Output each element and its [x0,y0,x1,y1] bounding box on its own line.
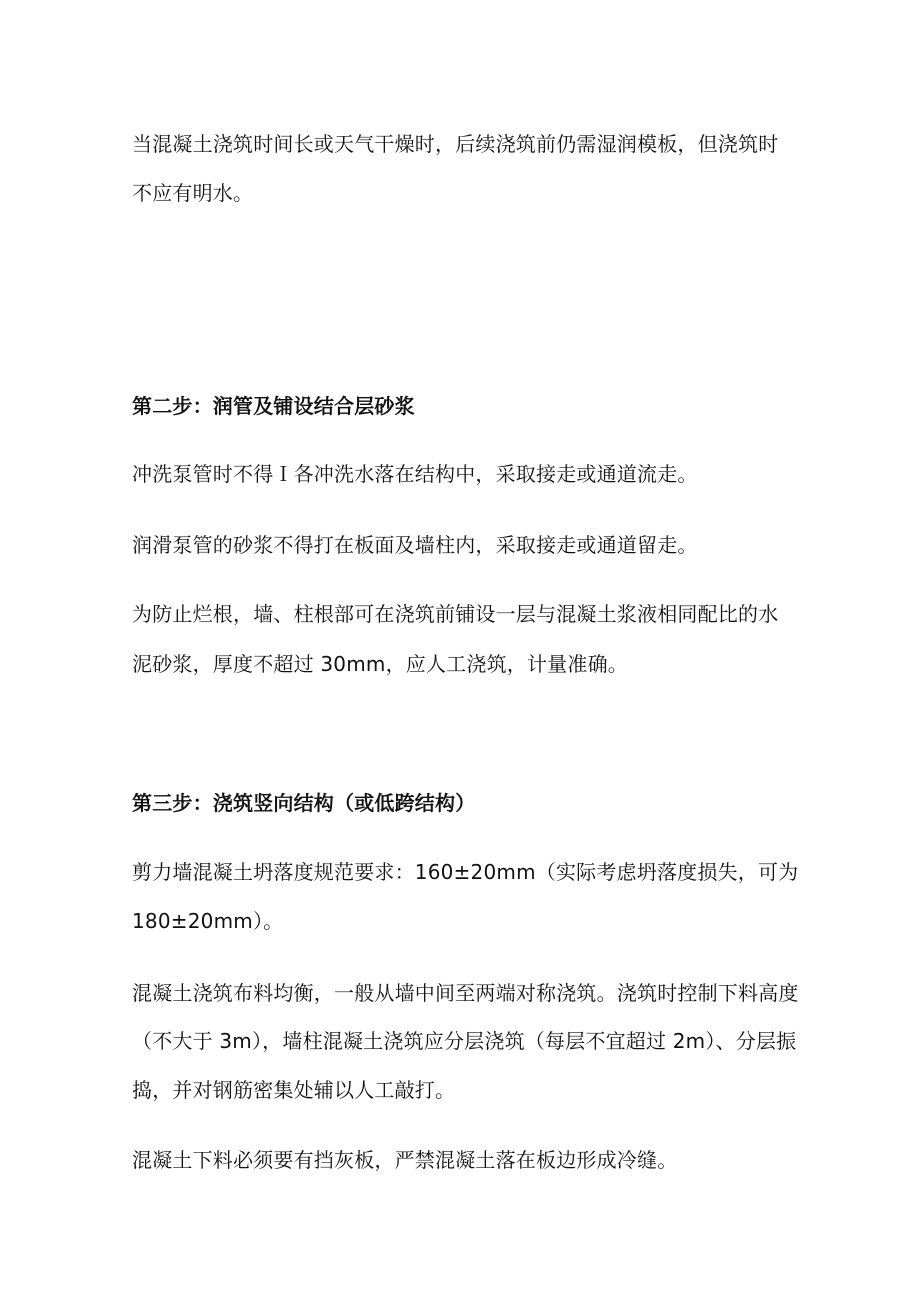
paragraph-1-line-1: 当混凝土浇筑时间长或天气干燥时，后续浇筑前仍需湿润模板，但浇筑时 [132,132,779,156]
paragraph-3-line-1: 冲洗泵管时不得Ｉ各冲洗水落在结构中，采取接走或通道流走。 [132,462,698,486]
paragraph-7-line-2: 180±20mm）。 [132,909,284,933]
paragraph-4-line-1: 润滑泵管的砂浆不得打在板面及墙柱内，采取接走或通道留走。 [132,533,698,557]
paragraph-8-line-2: （不大于 3m），墙柱混凝土浇筑应分层浇筑（每层不宜超过 2m）、分层振 [132,1029,797,1053]
section-heading-step-3: 第三步：浇筑竖向结构（或低跨结构） [132,791,476,815]
paragraph-7-line-1: 剪力墙混凝土坍落度规范要求：160±20mm（实际考虑坍落度损失，可为 [132,860,799,884]
paragraph-8-line-3: 捣，并对钢筋密集处辅以人工敲打。 [132,1078,456,1102]
paragraph-5-line-2: 泥砂浆，厚度不超过 30mm，应人工浇筑，计量准确。 [132,652,628,676]
paragraph-1-line-2: 不应有明水。 [132,181,254,205]
section-heading-step-2: 第二步：润管及铺设结合层砂浆 [132,394,415,418]
paragraph-8-line-1: 混凝土浇筑布料均衡，一般从墙中间至两端对称浇筑。浇筑时控制下料高度 [132,981,799,1005]
paragraph-9-line-1: 混凝土下料必须要有挡灰板，严禁混凝土落在板边形成冷缝。 [132,1148,678,1172]
paragraph-5-line-1: 为防止烂根，墙、柱根部可在浇筑前铺设一层与混凝土浆液相同配比的水 [132,602,779,626]
